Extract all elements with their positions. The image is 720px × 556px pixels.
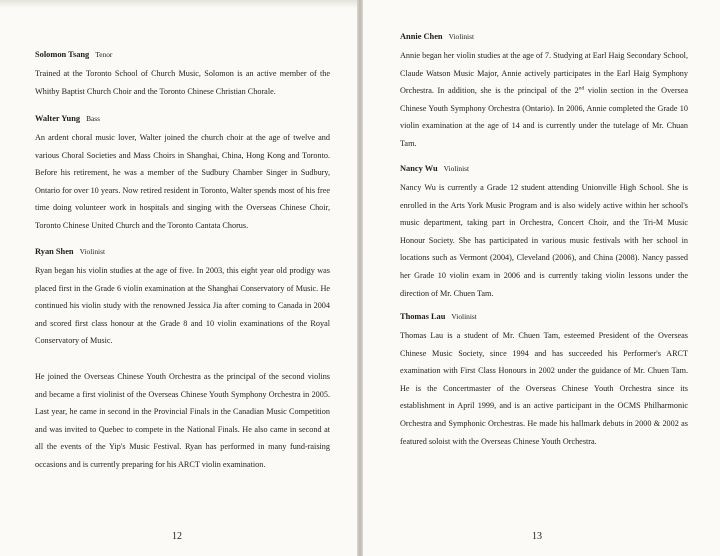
bio-text-part: Annie began her violin studies at the age of 7. Studying at Earl Haig Secondary School, Claude Watson Music Major, Annie actively participates in the Earl Haig Symphony Orchestra. In addition, she is the principal of the 2 [400, 51, 688, 96]
bio-heading [35, 113, 330, 125]
left-page [0, 0, 357, 556]
bio-nancy-wu [400, 163, 688, 302]
bio-walter-yung [35, 113, 330, 235]
bio-annie-chen [400, 31, 688, 153]
performer-role: Violinist [448, 32, 475, 41]
performer-name: Ryan Shen [35, 247, 74, 256]
bio-text: Trained at the Toronto School of Church Music, Solomon is an active member of the Whitby Baptist Church Choir and the Toronto Chinese Christian Chorale. [35, 69, 330, 96]
bio-heading [35, 49, 330, 61]
bio-heading [35, 246, 330, 258]
bio-text: Ryan began his violin studies at the age of five. In 2003, this eight year old prodigy was placed first in the Grade 6 violin examination at the Shanghai Conservatory of Music. He continued his violin study with the renowned Jessica Jia after coming to Canada in 2004 and scored first class honour at the Grade 8 and 10 violin examinations of the Royal Conservatory of Music. [35, 266, 330, 346]
bio-solomon-tsang [35, 49, 330, 100]
performer-role: Tenor [95, 50, 113, 59]
bio-text: Nancy Wu is currently a Grade 12 student attending Unionville High School. She is enrolled in the Arts York Music Program and is also widely active within her school's music department, taking part in Orchestra, Concert Choir, and the Tri-M Music Honour Society. She has participated in various music festivals with her school in locations such as Vermont (2004), Cleveland (2006), and China (2008). Nancy passed her Grade 10 violin exam in 2006 and is currently taking violin lessons under the direction of Mr. Chuen Tam. [400, 183, 688, 298]
performer-name: Thomas Lau [400, 312, 446, 321]
performer-name: Annie Chen [400, 32, 443, 41]
right-page [363, 0, 720, 556]
performer-role: Bass [86, 114, 101, 123]
bio-text-2: He joined the Overseas Chinese Youth Orchestra as the principal of the second violins and became a first violinist of the Overseas Chinese Youth Symphony Orchestra in 2005. Last year, he came in second in the Provincial Finals in the Canadian Music Competition and was invited to Quebec to compete in the National Finals. He also came in second at all the events of the Yip's Music Festival. Ryan has performed in many fund-raising occasions and is currently preparing for his ARCT violin examination. [35, 371, 330, 469]
performer-role: Violinist [443, 164, 470, 173]
bio-heading [400, 311, 688, 323]
bio-text: An ardent choral music lover, Walter joined the church choir at the age of twelve and various Choral Societies and Mass Choirs in Shanghai, China, Hong Kong and Toronto. Before his retirement, he was a member of the Sudbury Chamber Singer in Sudbury, Ontario for over 10 years. Now retired resident in Toronto, Walter spends most of his free time doing volunteer work in hospitals and singing with the Overseas Chinese Choir, Toronto Chinese United Church and the Toronto Cantata Chorus. [35, 133, 330, 230]
bio-heading [400, 163, 688, 175]
bio-ryan-shen [35, 246, 330, 474]
performer-name: Walter Yung [35, 114, 81, 123]
bio-text-part: violin section in the Oversea Chinese Youth Symphony Orchestra (Ontario). In 2006, Annie completed the Grade 10 violin examination at the age of 14 and is currently under the tutelage of Mr. Chuan Tam. [400, 86, 688, 148]
performer-name: Nancy Wu [400, 164, 438, 173]
page-number: 13 [532, 531, 542, 542]
performer-role: Violinist [79, 247, 106, 256]
performer-name: Solomon Tsang [35, 50, 90, 59]
page-number: 12 [172, 531, 182, 542]
page-shadow [0, 0, 357, 8]
bio-text [400, 47, 688, 153]
bio-thomas-lau [400, 311, 688, 450]
bio-text: Thomas Lau is a student of Mr. Chuen Tam, esteemed President of the Overseas Chinese Music Society, since 1994 and has succeeded his Performer's ARCT examination with First Class Honours in 2002 under the guidance of Mr. Chuen Tam. He is the Concertmaster of the Overseas Chinese Youth Orchestra since its establishment in April 1999, and is an active participant in the OCMS Philharmonic Orchestra and Symphonic Orchestras. He made his hallmark debuts in 2000 & 2002 as featured soloist with the Overseas Chinese Youth Orchestra. [400, 331, 688, 446]
performer-role: Violinist [451, 312, 477, 321]
bio-heading [400, 31, 688, 43]
ordinal-suffix: nd [578, 85, 585, 92]
